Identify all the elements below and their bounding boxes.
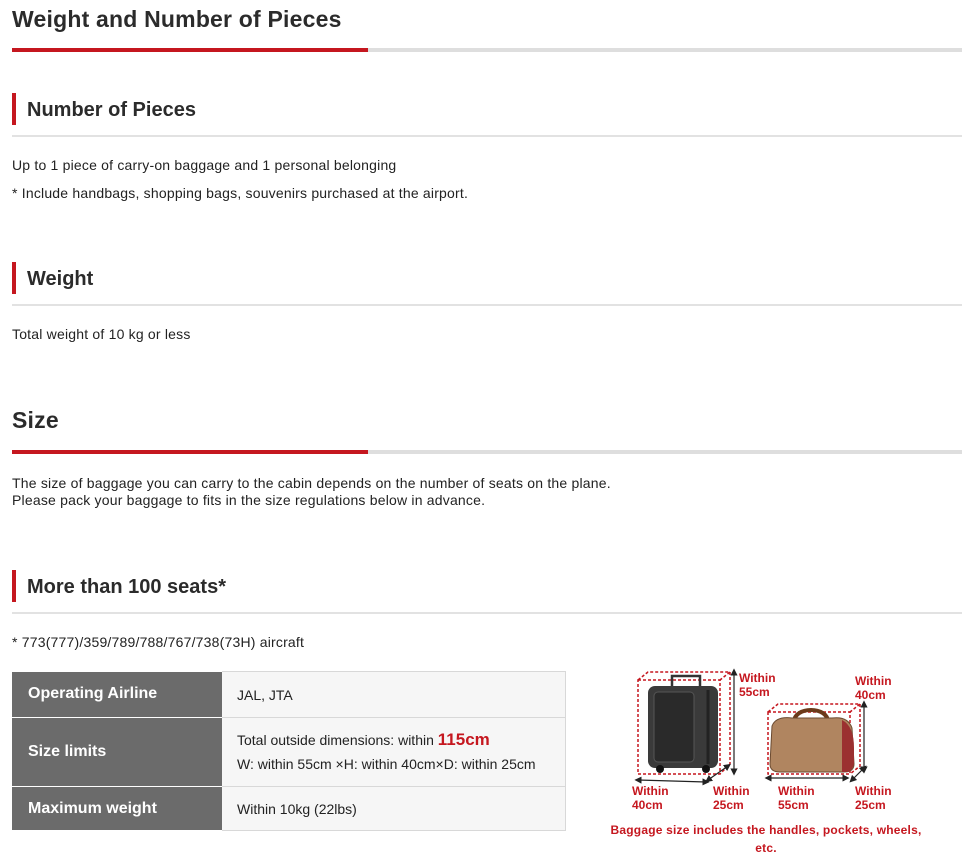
suitcase-icon bbox=[638, 672, 730, 774]
size-total-value: 115cm bbox=[437, 730, 490, 749]
max-weight-value: Within 10kg (22lbs) bbox=[222, 787, 566, 831]
weight-text: Total weight of 10 kg or less bbox=[12, 326, 191, 342]
suitcase-height-label-1: Within bbox=[739, 671, 776, 685]
subheading-number-of-pieces-label: Number of Pieces bbox=[27, 99, 196, 121]
suitcase-width-label-1: Within bbox=[632, 784, 669, 798]
size-limits-value bbox=[222, 718, 566, 787]
max-weight-label: Maximum weight bbox=[12, 787, 222, 831]
caption-line-2: etc. bbox=[755, 841, 777, 855]
size-underline bbox=[12, 450, 962, 454]
baggage-spec-table bbox=[12, 671, 566, 831]
size-dims: W: within 55cm ×H: within 40cm×D: within 25cm bbox=[237, 756, 536, 772]
bag-icon bbox=[768, 704, 860, 774]
bag-depth-label-1: Within bbox=[855, 784, 892, 798]
size-intro-2: Please pack your baggage to fits in the size regulations below in advance. bbox=[12, 492, 486, 508]
table-row bbox=[12, 672, 566, 718]
operating-airline-value: JAL, JTA bbox=[222, 672, 566, 718]
suitcase-depth-label-2: 25cm bbox=[713, 798, 744, 812]
section-title-size: Size bbox=[12, 407, 59, 433]
bag-height-label-1: Within bbox=[855, 674, 892, 688]
subheading-weight-label: Weight bbox=[27, 268, 94, 290]
subheading-more-than-100-seats-label: More than 100 seats* bbox=[27, 576, 226, 598]
suitcase-width-label-2: 40cm bbox=[632, 798, 663, 812]
aircraft-note: * 773(777)/359/789/788/767/738(73H) aircraft bbox=[12, 634, 305, 650]
bag-width-label-1: Within bbox=[778, 784, 815, 798]
pieces-text: Up to 1 piece of carry-on baggage and 1 personal belonging bbox=[12, 157, 397, 173]
bag-width-label-2: 55cm bbox=[778, 798, 809, 812]
pieces-note: * Include handbags, shopping bags, souvenirs purchased at the airport. bbox=[12, 185, 469, 201]
bag-depth-label-2: 25cm bbox=[855, 798, 886, 812]
table-row bbox=[12, 787, 566, 831]
section-title-weight-pieces: Weight and Number of Pieces bbox=[12, 6, 342, 32]
title-underline bbox=[12, 48, 962, 52]
illustration-caption bbox=[596, 821, 936, 857]
suitcase-height-label-2: 55cm bbox=[739, 685, 770, 699]
table-row bbox=[12, 718, 566, 787]
size-total-prefix: Total outside dimensions: within bbox=[237, 732, 438, 748]
size-intro-1: The size of baggage you can carry to the cabin depends on the number of seats on the plane. bbox=[12, 475, 611, 491]
caption-line-1: Baggage size includes the handles, pockets, wheels, bbox=[610, 823, 922, 837]
size-total-line bbox=[237, 728, 565, 752]
bag-height-label-2: 40cm bbox=[855, 688, 886, 702]
operating-airline-label: Operating Airline bbox=[12, 672, 222, 718]
suitcase-depth-label-1: Within bbox=[713, 784, 750, 798]
size-limits-label: Size limits bbox=[12, 718, 222, 787]
baggage-size-illustration bbox=[596, 668, 936, 820]
